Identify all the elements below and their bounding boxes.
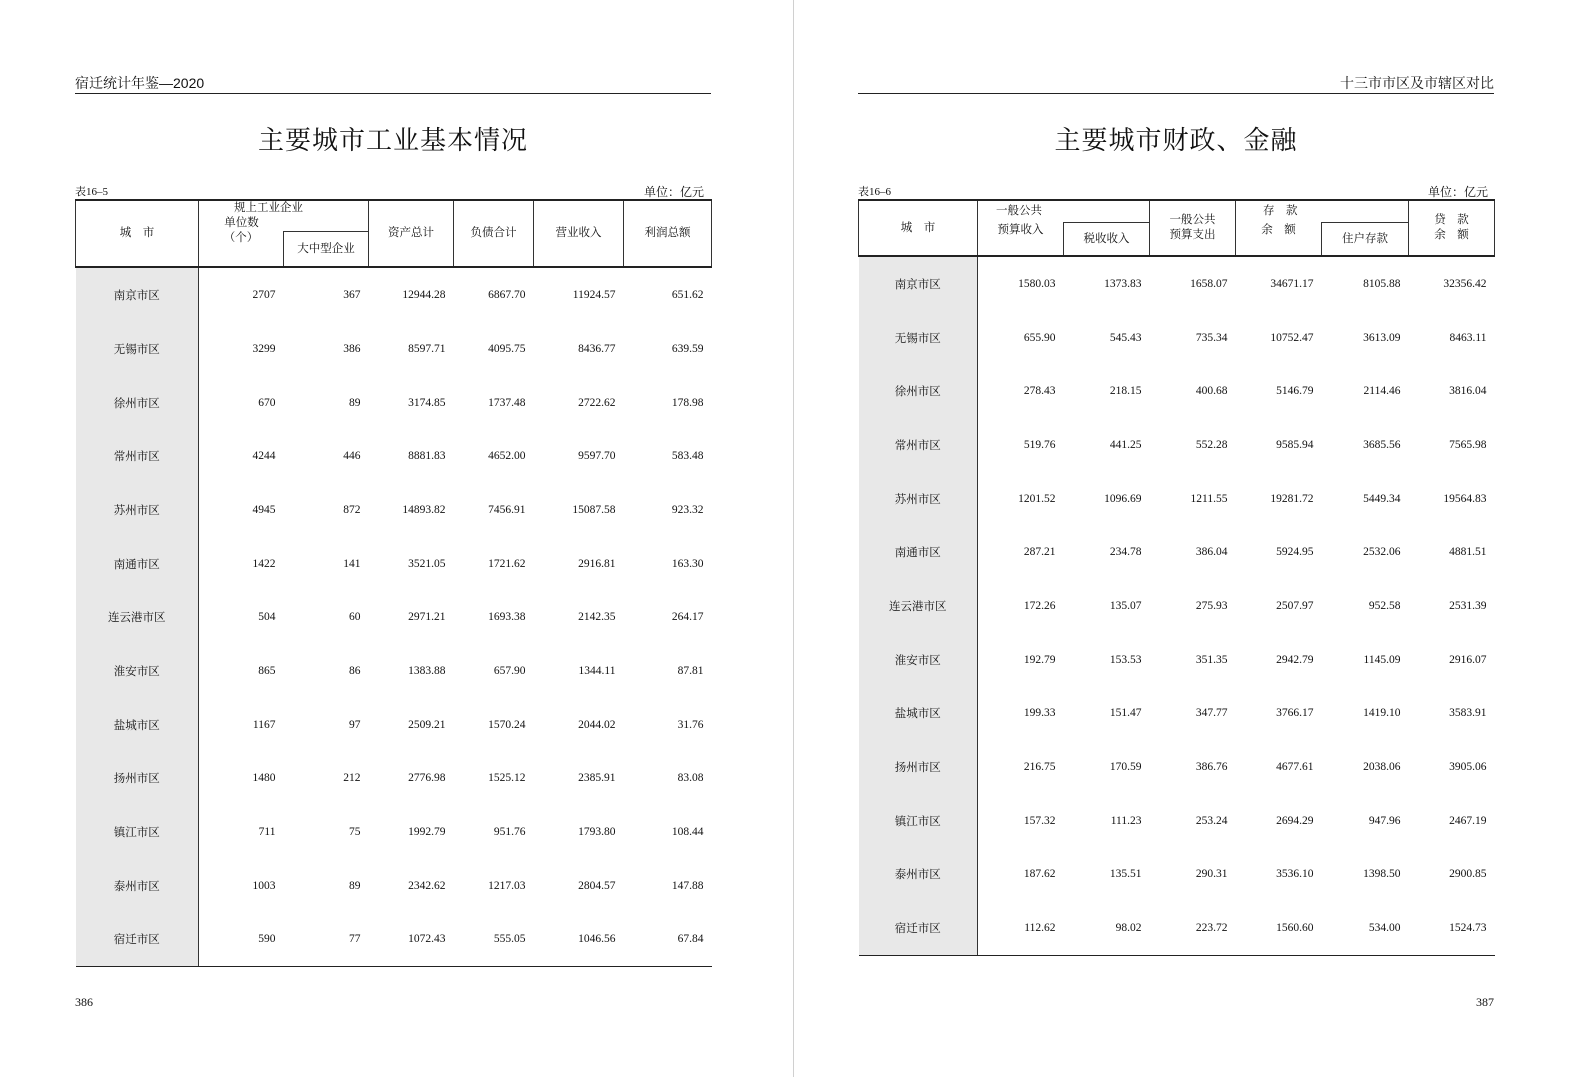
row-value: 2532.06 [1363, 546, 1401, 559]
row-value: 67.84 [624, 913, 712, 967]
row-value: 1072.43 [369, 913, 454, 967]
row-value: 12944.28 [402, 289, 446, 302]
row-value: 4244 [252, 450, 276, 463]
table-number: 表16–5 [75, 186, 108, 198]
row-value: 9597.70 [578, 450, 616, 463]
row-value: 2694.29 [1276, 814, 1314, 827]
row-value: 2942.79 [1276, 653, 1314, 666]
row-value: 639.59 [671, 342, 704, 355]
row-value: 19281.72 [1270, 492, 1314, 505]
row-value: 1211.55 [1190, 492, 1228, 505]
row-value: 8105.88 [1363, 277, 1401, 290]
row-value: 1422 [252, 557, 276, 570]
col-header-enterprises-line2: 单位数 [224, 216, 259, 229]
row-value: 2776.98 [408, 772, 446, 785]
row-value: 7456.91 [488, 503, 526, 516]
table-number: 表16–6 [858, 186, 891, 198]
row-value: 3536.10 [1276, 868, 1314, 881]
row-value: 8436.77 [578, 342, 616, 355]
page-title: 主要城市工业基本情况 [257, 126, 528, 156]
row-value: 264.17 [671, 611, 704, 624]
col-header-loans-line2: 余 额 [1434, 229, 1469, 241]
row-value: 923.32 [671, 503, 704, 516]
row-value: 4652.00 [488, 450, 526, 463]
col-header-expenditure-line1: 一般公共 [1169, 214, 1216, 227]
row-city-name: 盐城市区 [76, 698, 199, 752]
table-row [76, 376, 712, 430]
row-value: 5449.34 [1363, 492, 1401, 505]
row-value: 1201.52 [1018, 492, 1056, 505]
col-header-revenue: 营业收入 [534, 200, 624, 267]
col-header-city: 城 市 [859, 200, 978, 256]
row-value: 1693.38 [488, 611, 526, 624]
row-value: 2467.19 [1449, 814, 1487, 827]
table-row [76, 322, 712, 376]
row-city-name: 南京市区 [76, 267, 199, 322]
row-value: 441.25 [1109, 438, 1142, 451]
row-value: 4945 [252, 503, 276, 516]
row-value: 347.77 [1195, 707, 1228, 720]
row-value: 6867.70 [488, 289, 526, 302]
row-city-name: 扬州市区 [76, 752, 199, 806]
row-city-name: 南京市区 [859, 256, 978, 311]
row-value: 1003 [252, 879, 276, 892]
row-value: 11924.57 [572, 289, 616, 302]
row-value: 172.26 [1023, 599, 1056, 612]
row-value: 15087.58 [572, 503, 616, 516]
table-row [859, 525, 1495, 579]
row-value: 234.78 [1109, 546, 1142, 559]
row-city-name: 徐州市区 [76, 376, 199, 430]
row-value: 1096.69 [1104, 492, 1142, 505]
row-value: 2507.97 [1276, 599, 1314, 612]
row-value: 3816.04 [1449, 385, 1487, 398]
row-value: 97 [349, 718, 361, 731]
table-row [859, 848, 1495, 902]
table-row [859, 633, 1495, 687]
row-value: 711 [258, 826, 276, 839]
row-value: 111.23 [1110, 814, 1142, 827]
row-value: 98.02 [1064, 901, 1150, 955]
table-row [76, 913, 712, 967]
row-value: 253.24 [1195, 814, 1228, 827]
row-value: 178.98 [671, 396, 704, 409]
row-value: 2509.21 [408, 718, 446, 731]
row-value: 3174.85 [408, 396, 446, 409]
col-header-tax: 税收收入 [1064, 223, 1150, 256]
col-header-loans-line1: 贷 款 [1434, 214, 1469, 227]
finance-table [858, 199, 1495, 956]
row-value: 83.08 [677, 772, 704, 785]
row-city-name: 苏州市区 [859, 472, 978, 526]
row-value: 218.15 [1109, 385, 1142, 398]
row-value: 3685.56 [1363, 438, 1401, 451]
row-city-name: 盐城市区 [859, 687, 978, 741]
row-value: 947.96 [1368, 814, 1401, 827]
col-header-enterprises-unit: （个） [199, 231, 284, 267]
row-value: 112.62 [978, 901, 1064, 955]
row-city-name: 镇江市区 [859, 794, 978, 848]
table-row [76, 537, 712, 591]
table-row [859, 740, 1495, 794]
row-value: 75 [349, 826, 361, 839]
row-value: 519.76 [1023, 438, 1056, 451]
row-value: 1580.03 [1018, 277, 1056, 290]
row-value: 651.62 [671, 289, 704, 302]
running-head: 宿迁统计年鉴—2020 [75, 75, 205, 91]
row-value: 1398.50 [1363, 868, 1401, 881]
left-page [0, 0, 793, 1077]
row-value: 2142.35 [578, 611, 616, 624]
row-value: 2385.91 [578, 772, 616, 785]
page-number: 386 [75, 995, 93, 1009]
row-value: 147.88 [671, 879, 704, 892]
row-value: 583.48 [671, 450, 704, 463]
row-value: 3613.09 [1363, 331, 1401, 344]
row-value: 2531.39 [1449, 599, 1487, 612]
row-value: 14893.82 [402, 503, 446, 516]
col-header-assets: 资产总计 [369, 200, 454, 267]
row-value: 2916.07 [1449, 653, 1487, 666]
col-header-expenditure-line2: 预算支出 [1169, 229, 1216, 241]
table-row [859, 794, 1495, 848]
row-value: 275.93 [1195, 599, 1228, 612]
col-header-deposits-line2: 余 额 [1236, 223, 1322, 256]
row-value: 216.75 [1023, 761, 1056, 774]
row-city-name: 徐州市区 [859, 364, 978, 418]
page-number: 387 [1476, 995, 1494, 1009]
col-header-enterprises [199, 200, 369, 231]
table-row [76, 429, 712, 483]
row-value: 89 [349, 879, 361, 892]
row-value: 657.90 [493, 665, 526, 678]
row-city-name: 常州市区 [859, 418, 978, 472]
table-row [76, 267, 712, 322]
row-value: 3521.05 [408, 557, 446, 570]
row-value: 223.72 [1150, 901, 1236, 955]
row-value: 952.58 [1368, 599, 1401, 612]
row-city-name: 无锡市区 [76, 322, 199, 376]
row-value: 1992.79 [408, 826, 446, 839]
row-city-name: 南通市区 [76, 537, 199, 591]
col-header-profit: 利润总额 [624, 200, 712, 267]
row-value: 9585.94 [1276, 438, 1314, 451]
table-row [76, 483, 712, 537]
row-value: 86 [349, 665, 361, 678]
row-value: 446 [343, 450, 361, 463]
row-value: 2971.21 [408, 611, 446, 624]
row-value: 135.07 [1109, 599, 1142, 612]
row-city-name: 宿迁市区 [76, 913, 199, 967]
row-city-name: 泰州市区 [76, 859, 199, 913]
row-value: 386 [343, 342, 361, 355]
row-value: 590 [199, 913, 284, 967]
row-value: 1373.83 [1104, 277, 1142, 290]
row-value: 287.21 [1023, 546, 1056, 559]
row-value: 655.90 [1023, 331, 1056, 344]
row-value: 34671.17 [1270, 277, 1314, 290]
row-value: 951.76 [493, 826, 526, 839]
row-value: 3905.06 [1449, 761, 1487, 774]
row-value: 5146.79 [1276, 385, 1314, 398]
table-row [76, 805, 712, 859]
row-value: 192.79 [1023, 653, 1056, 666]
row-value: 386.76 [1195, 761, 1228, 774]
row-value: 31.76 [677, 718, 704, 731]
row-value: 2342.62 [408, 879, 446, 892]
row-value: 865 [258, 665, 276, 678]
col-header-deposits [1236, 200, 1409, 223]
table-row [859, 311, 1495, 365]
row-value: 400.68 [1195, 385, 1228, 398]
table-row [859, 901, 1495, 955]
table-row [859, 256, 1495, 311]
table-row [859, 472, 1495, 526]
row-value: 1524.73 [1409, 901, 1495, 955]
row-value: 1793.80 [578, 826, 616, 839]
row-value: 2707 [252, 289, 276, 302]
table-row [859, 579, 1495, 633]
row-value: 77 [284, 913, 369, 967]
row-city-name: 连云港市区 [76, 591, 199, 645]
table-row [859, 364, 1495, 418]
row-value: 1217.03 [488, 879, 526, 892]
row-value: 163.30 [671, 557, 704, 570]
row-city-name: 常州市区 [76, 429, 199, 483]
row-value: 386.04 [1195, 546, 1228, 559]
table-row [76, 591, 712, 645]
row-value: 3299 [252, 342, 276, 355]
row-city-name: 连云港市区 [859, 579, 978, 633]
row-value: 1344.11 [578, 665, 616, 678]
unit-label: 单位：亿元 [643, 185, 704, 199]
row-value: 351.35 [1195, 653, 1228, 666]
row-value: 153.53 [1109, 653, 1142, 666]
row-value: 1046.56 [534, 913, 624, 967]
row-value: 108.44 [671, 826, 704, 839]
row-value: 32356.42 [1443, 277, 1487, 290]
row-value: 4881.51 [1449, 546, 1487, 559]
col-header-household: 住户存款 [1322, 223, 1409, 256]
col-header-large-medium: 大中型企业 [284, 231, 369, 267]
row-value: 1145.09 [1363, 653, 1401, 666]
row-value: 534.00 [1322, 901, 1409, 955]
row-value: 367 [343, 289, 361, 302]
row-value: 170.59 [1109, 761, 1142, 774]
col-header-public-revenue-line2: 预算收入 [978, 223, 1064, 256]
row-value: 2804.57 [578, 879, 616, 892]
table-row [859, 418, 1495, 472]
row-value: 1525.12 [488, 772, 526, 785]
row-value: 670 [258, 396, 276, 409]
row-value: 504 [258, 611, 276, 624]
row-value: 2916.81 [578, 557, 616, 570]
col-header-city: 城 市 [76, 200, 199, 267]
row-value: 3583.91 [1449, 707, 1487, 720]
row-value: 545.43 [1109, 331, 1142, 344]
row-value: 151.47 [1109, 707, 1142, 720]
col-header-enterprises-line1: 规上工业企业 [234, 202, 303, 214]
row-city-name: 宿迁市区 [859, 901, 978, 955]
row-value: 1383.88 [408, 665, 446, 678]
row-value: 3766.17 [1276, 707, 1314, 720]
row-value: 2044.02 [578, 718, 616, 731]
row-city-name: 南通市区 [859, 525, 978, 579]
row-value: 8597.71 [408, 342, 446, 355]
table-row [859, 687, 1495, 741]
row-city-name: 扬州市区 [859, 740, 978, 794]
unit-label: 单位：亿元 [1427, 185, 1488, 199]
running-head: 十三市市区及市辖区对比 [1340, 75, 1494, 91]
table-row [76, 644, 712, 698]
row-value: 10752.47 [1270, 331, 1314, 344]
row-value: 1167 [252, 718, 276, 731]
row-value: 8463.11 [1449, 331, 1487, 344]
row-value: 2900.85 [1449, 868, 1487, 881]
row-value: 4095.75 [488, 342, 526, 355]
row-value: 19564.83 [1443, 492, 1487, 505]
row-value: 1721.62 [488, 557, 526, 570]
table-row [76, 752, 712, 806]
row-value: 735.34 [1195, 331, 1228, 344]
header-rule [858, 93, 1494, 94]
page-title: 主要城市财政、金融 [1054, 126, 1298, 156]
row-value: 4677.61 [1276, 761, 1314, 774]
row-value: 8881.83 [408, 450, 446, 463]
row-value: 1480 [252, 772, 276, 785]
row-value: 89 [349, 396, 361, 409]
row-value: 290.31 [1195, 868, 1228, 881]
row-value: 278.43 [1023, 385, 1056, 398]
header-rule [75, 93, 711, 94]
col-header-public-expenditure [1150, 200, 1236, 256]
row-value: 157.32 [1023, 814, 1056, 827]
row-city-name: 苏州市区 [76, 483, 199, 537]
row-city-name: 淮安市区 [859, 633, 978, 687]
row-value: 555.05 [454, 913, 534, 967]
row-value: 552.28 [1195, 438, 1228, 451]
row-value: 1658.07 [1190, 277, 1228, 290]
row-value: 872 [343, 503, 361, 516]
row-city-name: 泰州市区 [859, 848, 978, 902]
row-value: 1419.10 [1363, 707, 1401, 720]
row-value: 2722.62 [578, 396, 616, 409]
col-header-public-revenue [978, 200, 1150, 223]
row-value: 2114.46 [1363, 385, 1401, 398]
row-value: 1560.60 [1236, 901, 1322, 955]
row-value: 135.51 [1109, 868, 1142, 881]
row-city-name: 淮安市区 [76, 644, 199, 698]
row-city-name: 镇江市区 [76, 805, 199, 859]
row-city-name: 无锡市区 [859, 311, 978, 365]
table-row [76, 698, 712, 752]
row-value: 7565.98 [1449, 438, 1487, 451]
row-value: 141 [343, 557, 361, 570]
col-header-loans [1409, 200, 1495, 256]
row-value: 1570.24 [488, 718, 526, 731]
row-value: 87.81 [677, 665, 704, 678]
row-value: 5924.95 [1276, 546, 1314, 559]
col-header-liabilities: 负债合计 [454, 200, 534, 267]
row-value: 212 [343, 772, 361, 785]
row-value: 199.33 [1023, 707, 1056, 720]
col-header-public-revenue-line1: 一般公共 [996, 205, 1042, 218]
table-row [76, 859, 712, 913]
col-header-deposits-line1: 存 款 [1263, 205, 1298, 218]
industry-table [75, 199, 712, 967]
right-page [794, 0, 1587, 1077]
row-value: 187.62 [1023, 868, 1056, 881]
row-value: 60 [349, 611, 361, 624]
row-value: 1737.48 [488, 396, 526, 409]
row-value: 2038.06 [1363, 761, 1401, 774]
